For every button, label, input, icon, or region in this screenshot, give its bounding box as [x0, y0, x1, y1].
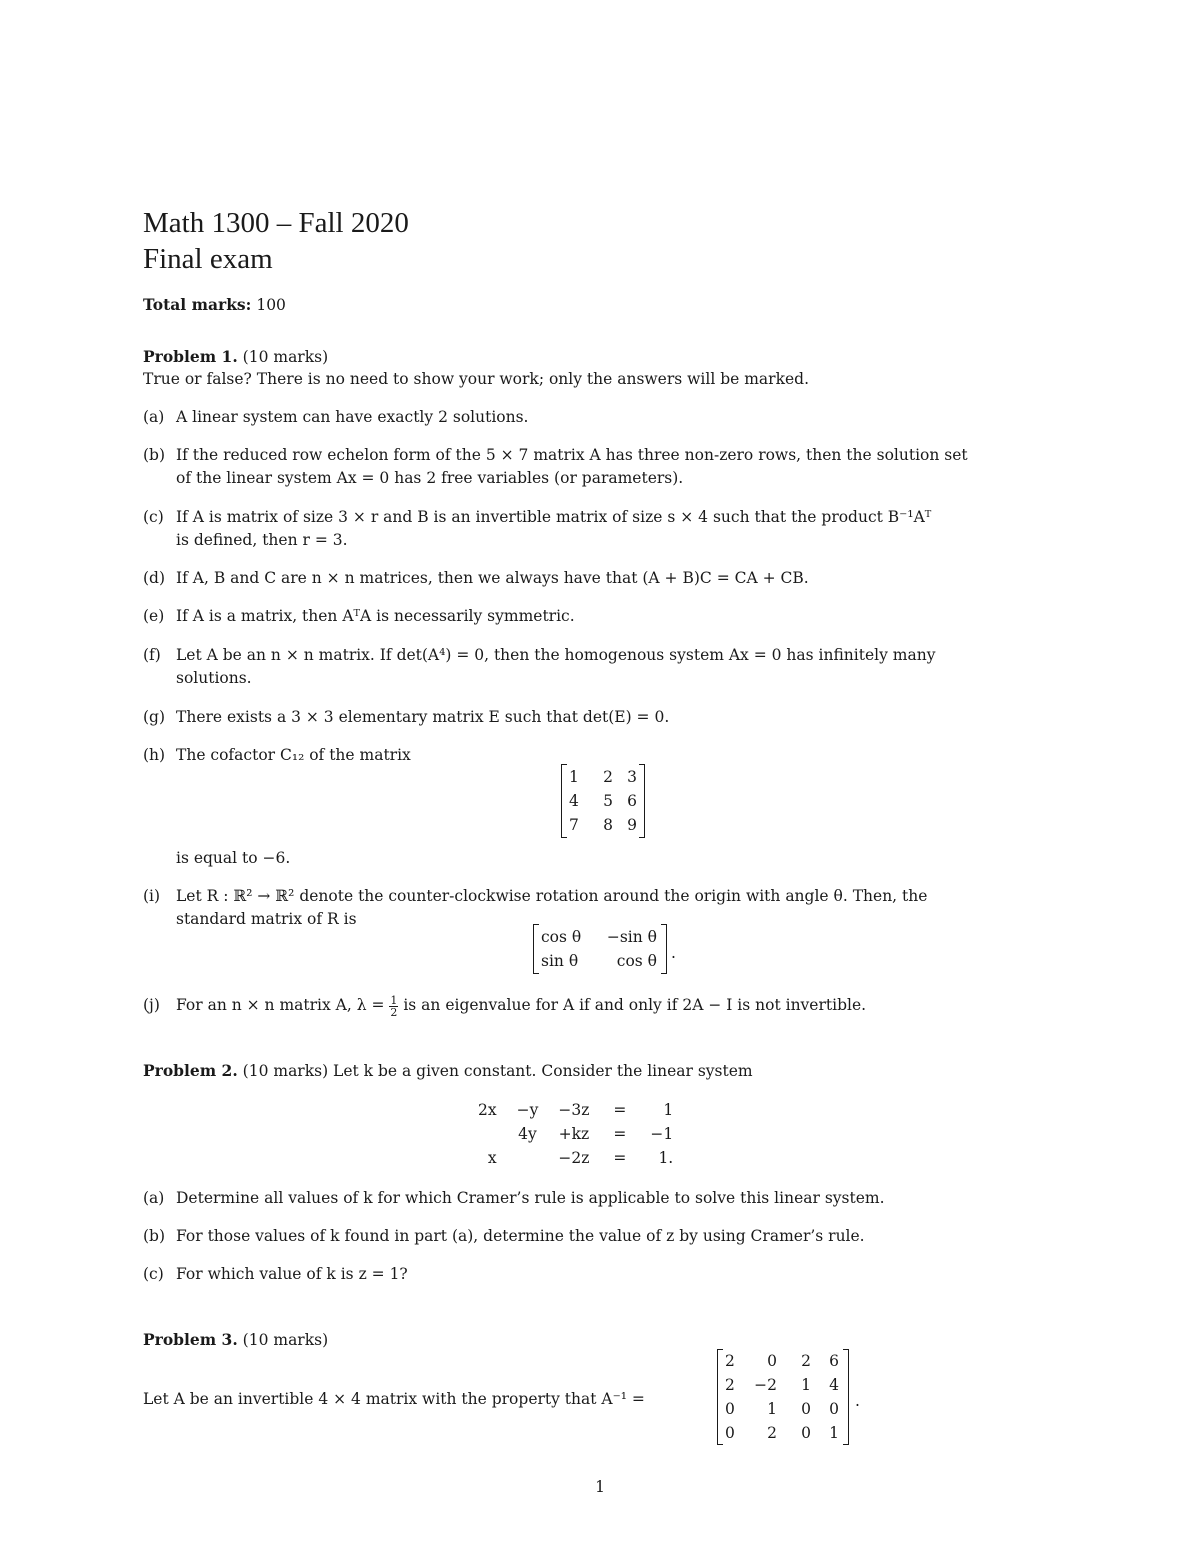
- matrix-cell: 1: [829, 1424, 839, 1442]
- problem1-heading: [143, 345, 328, 369]
- problem2-title: Problem 2.: [143, 1061, 238, 1080]
- p1-item-d-label: (d): [143, 569, 166, 587]
- matrix-cell: −2: [754, 1376, 777, 1394]
- matrix-cell: 2: [725, 1376, 735, 1394]
- problem3-heading: [143, 1328, 328, 1352]
- problem1-title: Problem 1.: [143, 347, 238, 366]
- cofactor-matrix-table: [569, 765, 637, 837]
- rotation-matrix: [533, 924, 667, 974]
- p1-item-h-line2: is equal to −6.: [176, 849, 291, 867]
- p1-item-j-post: is an eigenvalue for A if and only if 2A − I is not invertible.: [403, 996, 867, 1014]
- matrix-cell: 1: [767, 1400, 777, 1418]
- matrix-cell: 1: [801, 1376, 811, 1394]
- problem2-intro: (10 marks) Let k be a given constant. Consider the linear system: [242, 1062, 753, 1080]
- matrix-cell: 5: [603, 792, 613, 810]
- one-half-fraction: [389, 995, 398, 1018]
- p1-item-j-pre: For an n × n matrix A, λ =: [176, 996, 385, 1014]
- total-marks: [143, 293, 286, 317]
- matrix-cell: 7: [569, 816, 579, 834]
- p1-item-a-text: A linear system can have exactly 2 solutions.: [176, 408, 529, 426]
- exam-title-name: Final exam: [143, 243, 273, 275]
- system-equals: =: [613, 1149, 627, 1167]
- exam-title-course: Math 1300 – Fall 2020: [143, 207, 409, 239]
- system-rhs: −1: [650, 1125, 674, 1143]
- matrix-cell: 4: [829, 1376, 839, 1394]
- matrix-left-bracket: [533, 924, 539, 974]
- system-term: −2z: [558, 1149, 590, 1167]
- matrix-cell: 0: [725, 1400, 735, 1418]
- system-rhs: 1: [663, 1101, 674, 1119]
- p1-item-d-text: If A, B and C are n × n matrices, then we always have that (A + B)C = CA + CB.: [176, 569, 809, 587]
- system-term: x: [487, 1149, 497, 1167]
- inverse-matrix: [717, 1349, 849, 1445]
- p2-item-c-text: For which value of k is z = 1?: [176, 1265, 408, 1283]
- system-equals: =: [613, 1101, 627, 1119]
- p1-item-g-label: (g): [143, 708, 166, 726]
- matrix-cell: 0: [767, 1352, 777, 1370]
- p1-item-h-line1: The cofactor C₁₂ of the matrix: [176, 746, 411, 764]
- matrix-cell: 2: [767, 1424, 777, 1442]
- p1-item-b-line1: If the reduced row echelon form of the 5 × 7 matrix A has three non-zero rows, then the solution set: [176, 446, 968, 464]
- p1-item-e-label: (e): [143, 607, 165, 625]
- fraction-numerator: 1: [390, 993, 398, 1007]
- p1-item-a-label: (a): [143, 408, 165, 426]
- page-number: 1: [595, 1478, 605, 1496]
- problem3-marks: (10 marks): [242, 1331, 329, 1349]
- system-term: [468, 1122, 507, 1146]
- matrix-cell: cos θ: [616, 952, 657, 970]
- matrix-cell: 6: [829, 1352, 839, 1370]
- p2-item-b-text: For those values of k found in part (a), determine the value of z by using Cramer’s rule.: [176, 1227, 865, 1245]
- matrix-cell: 0: [725, 1424, 735, 1442]
- linear-system: [468, 1098, 683, 1170]
- p2-item-b-label: (b): [143, 1227, 166, 1245]
- matrix-left-bracket: [561, 764, 567, 838]
- matrix-cell: sin θ: [541, 952, 579, 970]
- matrix-cell: 0: [801, 1400, 811, 1418]
- p1-item-b-line2: of the linear system Ax = 0 has 2 free variables (or parameters).: [176, 469, 684, 487]
- p1-item-c-line2: is defined, then r = 3.: [176, 531, 348, 549]
- p1-item-c-label: (c): [143, 508, 164, 526]
- system-term: −y: [516, 1101, 539, 1119]
- problem2-heading: [143, 1059, 753, 1083]
- matrix-cell: 6: [627, 792, 637, 810]
- matrix-right-bracket: [843, 1349, 849, 1445]
- system-term: 4y: [518, 1125, 537, 1143]
- p1-item-f-line1: Let A be an n × n matrix. If det(A⁴) = 0, then the homogenous system Ax = 0 has infinitely many: [176, 646, 936, 664]
- system-rhs: 1.: [658, 1149, 674, 1167]
- system-term: +kz: [558, 1125, 590, 1143]
- matrix-cell: 2: [801, 1352, 811, 1370]
- matrix-right-bracket: [639, 764, 645, 838]
- inverse-matrix-period: .: [855, 1392, 860, 1410]
- matrix-cell: 0: [801, 1424, 811, 1442]
- p1-item-b-label: (b): [143, 446, 166, 464]
- p2-item-a-text: Determine all values of k for which Cramer’s rule is applicable to solve this linear system.: [176, 1189, 885, 1207]
- matrix-cell: 3: [627, 768, 637, 786]
- matrix-cell: −sin θ: [606, 928, 657, 946]
- fraction-denominator: 2: [390, 1005, 398, 1019]
- total-marks-label: Total marks:: [143, 295, 252, 314]
- matrix-cell: 4: [569, 792, 579, 810]
- matrix-cell: 2: [603, 768, 613, 786]
- system-term: [507, 1146, 549, 1170]
- p1-item-c-line1: If A is matrix of size 3 × r and B is an invertible matrix of size s × 4 such that the product B⁻¹Aᵀ: [176, 508, 932, 526]
- matrix-cell: 2: [725, 1352, 735, 1370]
- matrix-cell: 8: [603, 816, 613, 834]
- inverse-matrix-table: [725, 1349, 839, 1445]
- matrix-cell: 1: [569, 768, 579, 786]
- matrix-left-bracket: [717, 1349, 723, 1445]
- p1-item-f-label: (f): [143, 646, 161, 664]
- problem1-intro: True or false? There is no need to show your work; only the answers will be marked.: [143, 370, 809, 388]
- p1-item-g-text: There exists a 3 × 3 elementary matrix E such that det(E) = 0.: [176, 708, 670, 726]
- p2-item-c-label: (c): [143, 1265, 164, 1283]
- problem1-marks: (10 marks): [242, 348, 329, 366]
- system-equals: =: [613, 1125, 627, 1143]
- problem3-text: Let A be an invertible 4 × 4 matrix with the property that A⁻¹ =: [143, 1390, 645, 1408]
- rotation-matrix-table: [541, 925, 657, 973]
- p1-item-i-label: (i): [143, 887, 161, 905]
- p1-item-e-text: If A is a matrix, then AᵀA is necessarily symmetric.: [176, 607, 575, 625]
- matrix-cell: 0: [829, 1400, 839, 1418]
- p1-item-j-label: (j): [143, 996, 160, 1014]
- cofactor-matrix: [561, 764, 645, 838]
- matrix-cell: 9: [627, 816, 637, 834]
- p2-item-a-label: (a): [143, 1189, 165, 1207]
- p1-item-f-line2: solutions.: [176, 669, 252, 687]
- total-marks-value: 100: [256, 296, 286, 314]
- p1-item-i-line1: Let R : ℝ² → ℝ² denote the counter-clockwise rotation around the origin with angle θ. Then, the: [176, 887, 928, 905]
- system-term: 2x: [478, 1101, 497, 1119]
- p1-item-j-text: [176, 994, 866, 1018]
- matrix-cell: cos θ: [541, 928, 582, 946]
- rotation-matrix-period: .: [671, 944, 676, 962]
- p1-item-i-line2: standard matrix of R is: [176, 910, 357, 928]
- p1-item-h-label: (h): [143, 746, 166, 764]
- matrix-right-bracket: [661, 924, 667, 974]
- problem3-title: Problem 3.: [143, 1330, 238, 1349]
- system-term: −3z: [558, 1101, 590, 1119]
